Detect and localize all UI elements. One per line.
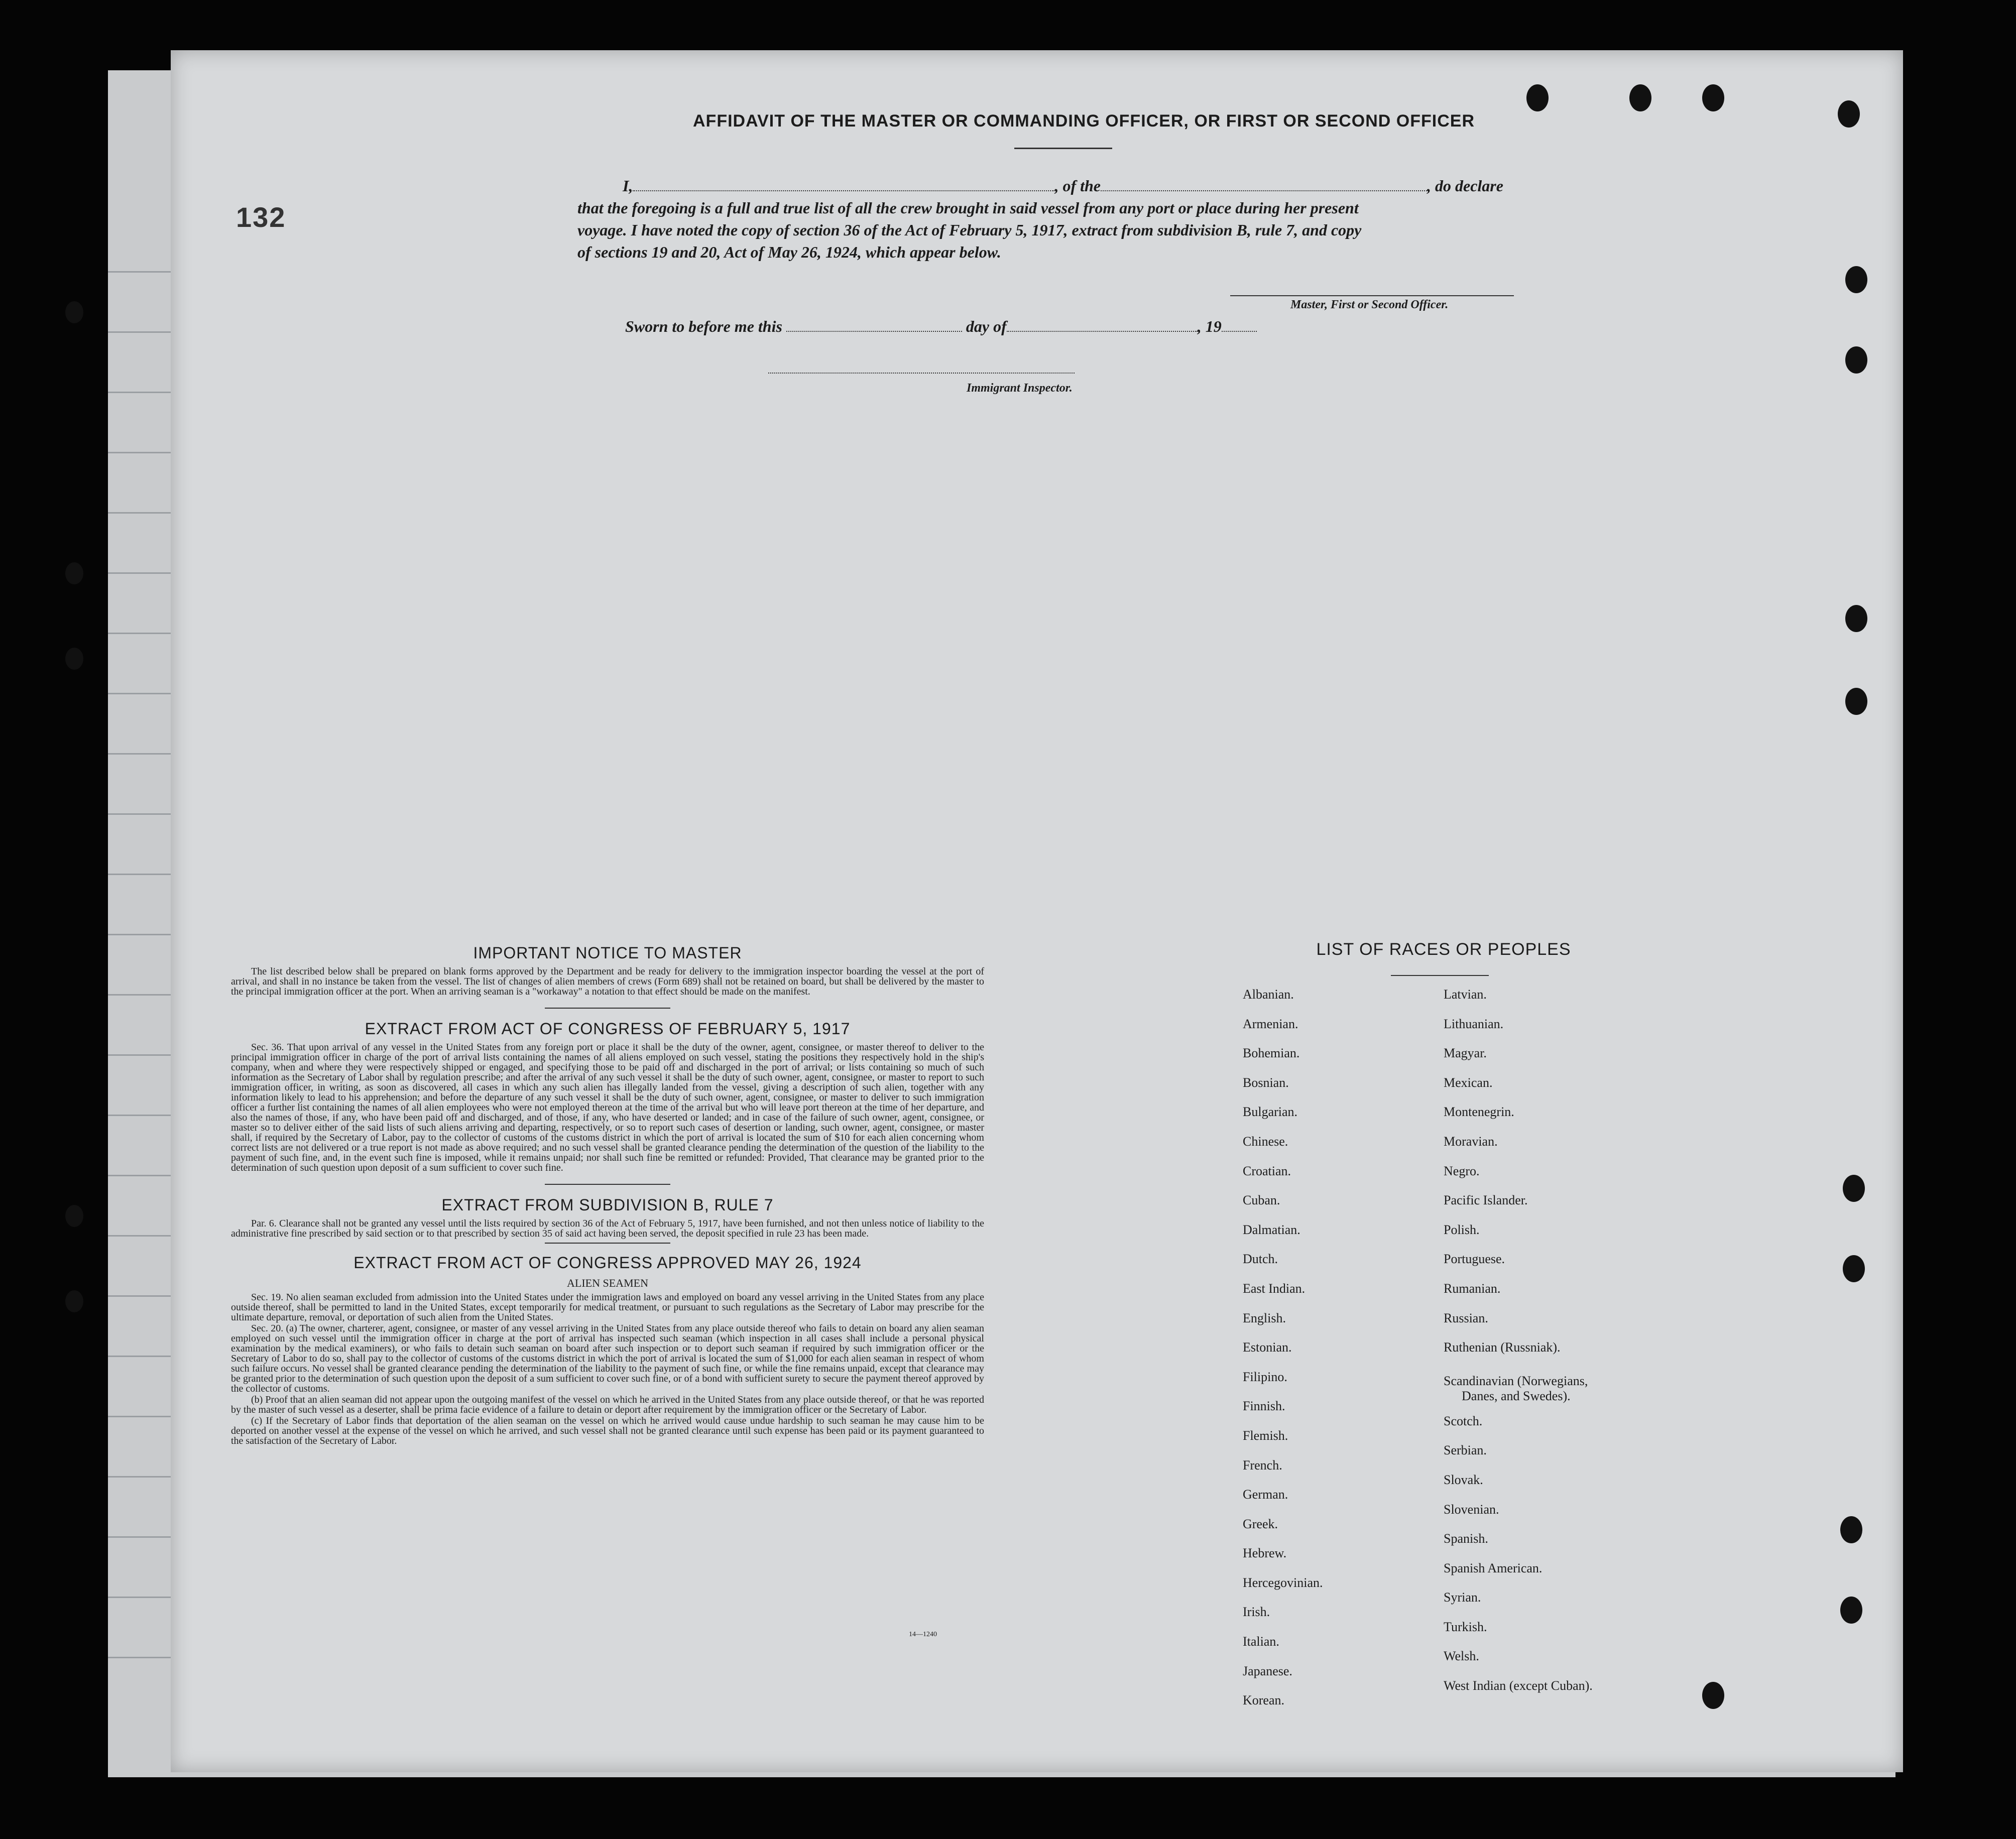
master-signature-line[interactable] <box>1230 295 1514 296</box>
race-item: Magyar. <box>1444 1046 1487 1061</box>
race-item: Korean. <box>1243 1693 1285 1708</box>
punch-hole-icon <box>1526 84 1549 111</box>
race-item: Polish. <box>1444 1222 1480 1237</box>
race-item: Italian. <box>1243 1634 1279 1649</box>
extract-rule7-title: EXTRACT FROM SUBDIVISION B, RULE 7 <box>441 1196 774 1214</box>
race-item: Welsh. <box>1444 1649 1479 1664</box>
sworn-day-blank[interactable] <box>786 318 962 332</box>
race-item: Russian. <box>1444 1310 1488 1325</box>
punch-hole-icon <box>1702 84 1724 111</box>
punch-hole-icon <box>65 562 83 584</box>
race-item: Filipino. <box>1243 1369 1287 1384</box>
sworn-day-of: day of <box>966 317 1007 335</box>
punch-hole-icon <box>1840 1516 1862 1543</box>
vessel-blank[interactable] <box>1101 177 1427 191</box>
races-divider <box>1391 975 1489 976</box>
race-item: Chinese. <box>1243 1134 1288 1149</box>
race-item: Armenian. <box>1243 1016 1298 1031</box>
race-item: Latvian. <box>1444 987 1487 1002</box>
sworn-line <box>625 315 1599 337</box>
race-item: Dalmatian. <box>1243 1222 1300 1237</box>
punch-hole-icon <box>1845 688 1867 715</box>
race-item: Japanese. <box>1243 1663 1292 1678</box>
extract-rule7-body: Par. 6. Clearance shall not be granted any vessel until the lists required by section 36 of the Act of February 5, 1917, have been furnished, and not then unless notice of liability to the administrative fine prescribed by said section or to that prescribed by section 35 of said act having been served, the deposit specified in rule 23 has been made. <box>231 1218 984 1239</box>
race-item: Estonian. <box>1243 1340 1292 1355</box>
race-item: Albanian. <box>1243 987 1294 1002</box>
punch-hole-icon <box>1845 266 1867 293</box>
race-item: Moravian. <box>1444 1134 1498 1149</box>
declaration-do-declare: , do declare <box>1427 177 1503 195</box>
race-item: Irish. <box>1243 1605 1270 1620</box>
race-item: Bulgarian. <box>1243 1105 1298 1120</box>
form-number: 14—1240 <box>909 1631 937 1638</box>
race-item: Ruthenian (Russniak). <box>1444 1340 1561 1355</box>
affidavit-title: AFFIDAVIT OF THE MASTER OR COMMANDING OFFICER, OR FIRST OR SECOND OFFICER <box>693 111 1475 131</box>
notice-title: IMPORTANT NOTICE TO MASTER <box>473 944 742 962</box>
sworn-text: Sworn to before me this <box>625 317 782 335</box>
declaration-line-3: voyage. I have noted the copy of section 36 of the Act of February 5, 1917, extract from subdivision B, rule 7, and copy <box>577 221 1362 239</box>
race-item: Rumanian. <box>1444 1281 1501 1296</box>
race-item: Bohemian. <box>1243 1046 1300 1061</box>
race-item: West Indian (except Cuban). <box>1444 1678 1593 1693</box>
extract-1924-sec19: Sec. 19. No alien seaman excluded from admission into the United States under the immigration laws and employed on board any vessel arriving in the United States from any place outside thereof, shall be permitted to land in the United States, except temporarily for medical treatment, or pursuant to such regulations as the Secretary of Labor may prescribe for the ultimate departure, removal, or deportation of such alien from the United States. <box>231 1292 984 1323</box>
race-item: Bosnian. <box>1243 1075 1289 1090</box>
extract-1924-sec20c: (c) If the Secretary of Labor finds that deportation of the alien seaman on the vessel on which he arrived would cause undue hardship to such seaman he may cause him to be deported on another vessel at the expense of the vessel on which he arrived, and such vessel shall not be granted clearance until such expense has been paid or its payment guaranteed to the satisfaction of the Secretary of Labor. <box>231 1415 984 1446</box>
punch-hole-icon <box>1702 1682 1724 1709</box>
punch-hole-icon <box>1838 100 1860 128</box>
race-item: French. <box>1243 1457 1282 1473</box>
punch-hole-icon <box>1843 1175 1865 1202</box>
race-item: Slovenian. <box>1444 1502 1499 1517</box>
race-item: Lithuanian. <box>1444 1016 1504 1031</box>
race-item: Spanish. <box>1444 1531 1488 1546</box>
inspector-signature-line[interactable] <box>768 372 1075 374</box>
races-title: LIST OF RACES OR PEOPLES <box>1316 940 1571 959</box>
race-item: Scotch. <box>1444 1413 1483 1428</box>
section-divider <box>545 1008 670 1009</box>
race-item: Portuguese. <box>1444 1252 1505 1267</box>
extract-1924-sec20a: Sec. 20. (a) The owner, charterer, agent, consignee, or master of any vessel arriving in the United States from any place outside thereof who fails to detain on board any alien seaman employed on such vessel until the immigration officer in charge at the port of arrival has inspected such seaman (which inspection in all cases shall include a personal physical examination by the medical examiners), or who fails to detain such seaman on board after such inspection or to deport such seaman if required by such immigration officer or the Secretary of Labor to do so, shall pay to the collector of customs of the customs district in which the port of arrival is located the sum of $1,000 for each alien seaman in respect of whom such failure occurs. No vessel shall be granted clearance pending the determination of the liability to the payment of such fine, or while the fine remains unpaid, except that clearance may be granted prior to the determination of such question upon the deposit of a sum sufficient to cover such fine, or of a bond with sufficient surety to secure the payment thereof approved by the collector of customs. <box>231 1323 984 1394</box>
declaration-line-1 <box>577 175 1552 197</box>
name-blank[interactable] <box>633 177 1054 191</box>
race-item: Hercegovinian. <box>1243 1575 1323 1590</box>
race-item: Serbian. <box>1444 1443 1487 1458</box>
extract-1917-body: Sec. 36. That upon arrival of any vessel in the United States from any foreign port or place it shall be the duty of the owner, agent, consignee, or master thereof to deliver to the principal immigration officer in charge of the port of arrival lists containing the names of all aliens employed on such vessel, stating the positions they respectively hold in the ship's company, when and where they were respectively shipped or engaged, and specifying those to be paid off and discharged in the port of arrival; or lists containing so much of such information as the Secretary of Labor shall by regulation prescribe; and after the arrival of any such vessel it shall be the duty of such owner, agent, consignee, or master to report to such immigration officer, in writing, as soon as discovered, all cases in which any such alien has illegally landed from the vessel, giving a description of such alien, together with any information likely to lead to his apprehension; and before the departure of any such vessel it shall be the duty of such owner, agent, consignee, or master to deliver to such immigration officer a further list containing the names of all alien employees who were not employed thereon at the time of the arrival but who will leave port thereon at the time of her departure, and also the names of those, if any, who have been paid off and discharged, and of those, if any, who have deserted or landed; and in case of the failure of such owner, agent, consignee, or master so to deliver either of the said lists of such aliens arriving and departing, respectively, or so to report such cases of desertion or landing, such owner, agent, consignee, or master shall, if required by the Secretary of Labor, pay to the collector of customs of the customs district in which the port of arrival is located the sum of $10 for each alien concerning whom correct lists are not delivered or a true report is not made as above required; and no such vessel shall be granted clearance pending the determination of the question of the liability to the payment of such fine, and, in the event such fine is imposed, while it remains unpaid; nor shall such fine be remitted or refunded: Provided, That clearance may be granted prior to the determination of such question upon deposit of a sum sufficient to cover such fine. <box>231 1042 984 1173</box>
extract-1924-sec20b: (b) Proof that an alien seaman did not appear upon the outgoing manifest of the vessel on which he arrived in the United States from any place outside thereof, or that he was reported by the master of such vessel as a deserter, shall be prima facie evidence of a failure to detain or deport after requirement by the immigration officer or the Secretary of Labor. <box>231 1394 984 1415</box>
declaration-line-2: that the foregoing is a full and true list of all the crew brought in said vessel from any port or place during her present <box>577 199 1359 217</box>
notice-section <box>231 944 984 1446</box>
page-stamp-number: 132 <box>236 201 286 233</box>
punch-hole-icon <box>1845 346 1867 374</box>
punch-hole-icon <box>1629 84 1651 111</box>
title-divider <box>1014 148 1112 149</box>
extract-1924-subtitle: ALIEN SEAMEN <box>567 1277 648 1289</box>
declaration-of-the: , of the <box>1054 177 1101 195</box>
race-item: Montenegrin. <box>1444 1105 1514 1120</box>
race-item: Negro. <box>1444 1163 1480 1178</box>
race-item: Greek. <box>1243 1516 1278 1531</box>
race-item: East Indian. <box>1243 1281 1306 1296</box>
race-item: Cuban. <box>1243 1193 1280 1208</box>
race-item: Slovak. <box>1444 1472 1483 1487</box>
inspector-caption: Immigrant Inspector. <box>967 382 1073 395</box>
race-item: English. <box>1243 1310 1286 1325</box>
declaration-i: I, <box>623 177 633 195</box>
race-item: Scandinavian (Norwegians, <box>1444 1373 1588 1388</box>
punch-hole-icon <box>65 648 83 670</box>
punch-hole-icon <box>1840 1597 1862 1624</box>
punch-hole-icon <box>65 301 83 323</box>
races-right-column <box>1444 987 1593 1708</box>
race-item: Croatian. <box>1243 1163 1291 1178</box>
master-signature-caption: Master, First or Second Officer. <box>1290 298 1449 311</box>
extract-1924-title: EXTRACT FROM ACT OF CONGRESS APPROVED MAY 26, 1924 <box>353 1254 862 1272</box>
race-item: Syrian. <box>1444 1590 1481 1605</box>
race-item: German. <box>1243 1487 1288 1502</box>
race-item: Mexican. <box>1444 1075 1493 1090</box>
sworn-year: , 19 <box>1197 317 1222 335</box>
race-item: Dutch. <box>1243 1252 1278 1267</box>
punch-hole-icon <box>1845 605 1867 632</box>
race-item: Spanish American. <box>1444 1560 1543 1575</box>
sworn-year-blank[interactable] <box>1222 318 1257 332</box>
section-divider <box>545 1243 670 1244</box>
punch-hole-icon <box>65 1290 83 1312</box>
punch-hole-icon <box>65 1205 83 1227</box>
race-item: Danes, and Swedes). <box>1462 1388 1571 1403</box>
sworn-month-blank[interactable] <box>1007 318 1198 332</box>
section-divider <box>545 1184 670 1185</box>
races-left-column <box>1243 987 1323 1723</box>
declaration-line-4: of sections 19 and 20, Act of May 26, 1924, which appear below. <box>577 243 1001 261</box>
race-item: Hebrew. <box>1243 1546 1287 1561</box>
extract-1917-title: EXTRACT FROM ACT OF CONGRESS OF FEBRUARY 5, 1917 <box>365 1020 851 1038</box>
notice-body: The list described below shall be prepared on blank forms approved by the Department and be ready for delivery to the immigration inspector boarding the vessel at the port of arrival, and shall in no instance be taken from the vessel. The list of changes of alien members of crews (Form 689) shall not be retained on board, but shall be delivered by the master to the principal immigration officer at the port. When an arriving seaman is a "workaway" a notation to that effect should be made on the manifest. <box>231 966 984 997</box>
form-page <box>171 50 1903 1772</box>
race-item: Flemish. <box>1243 1428 1288 1443</box>
race-item: Pacific Islander. <box>1444 1193 1528 1208</box>
punch-hole-icon <box>1843 1255 1865 1282</box>
race-item: Finnish. <box>1243 1399 1285 1414</box>
race-item: Turkish. <box>1444 1619 1487 1634</box>
